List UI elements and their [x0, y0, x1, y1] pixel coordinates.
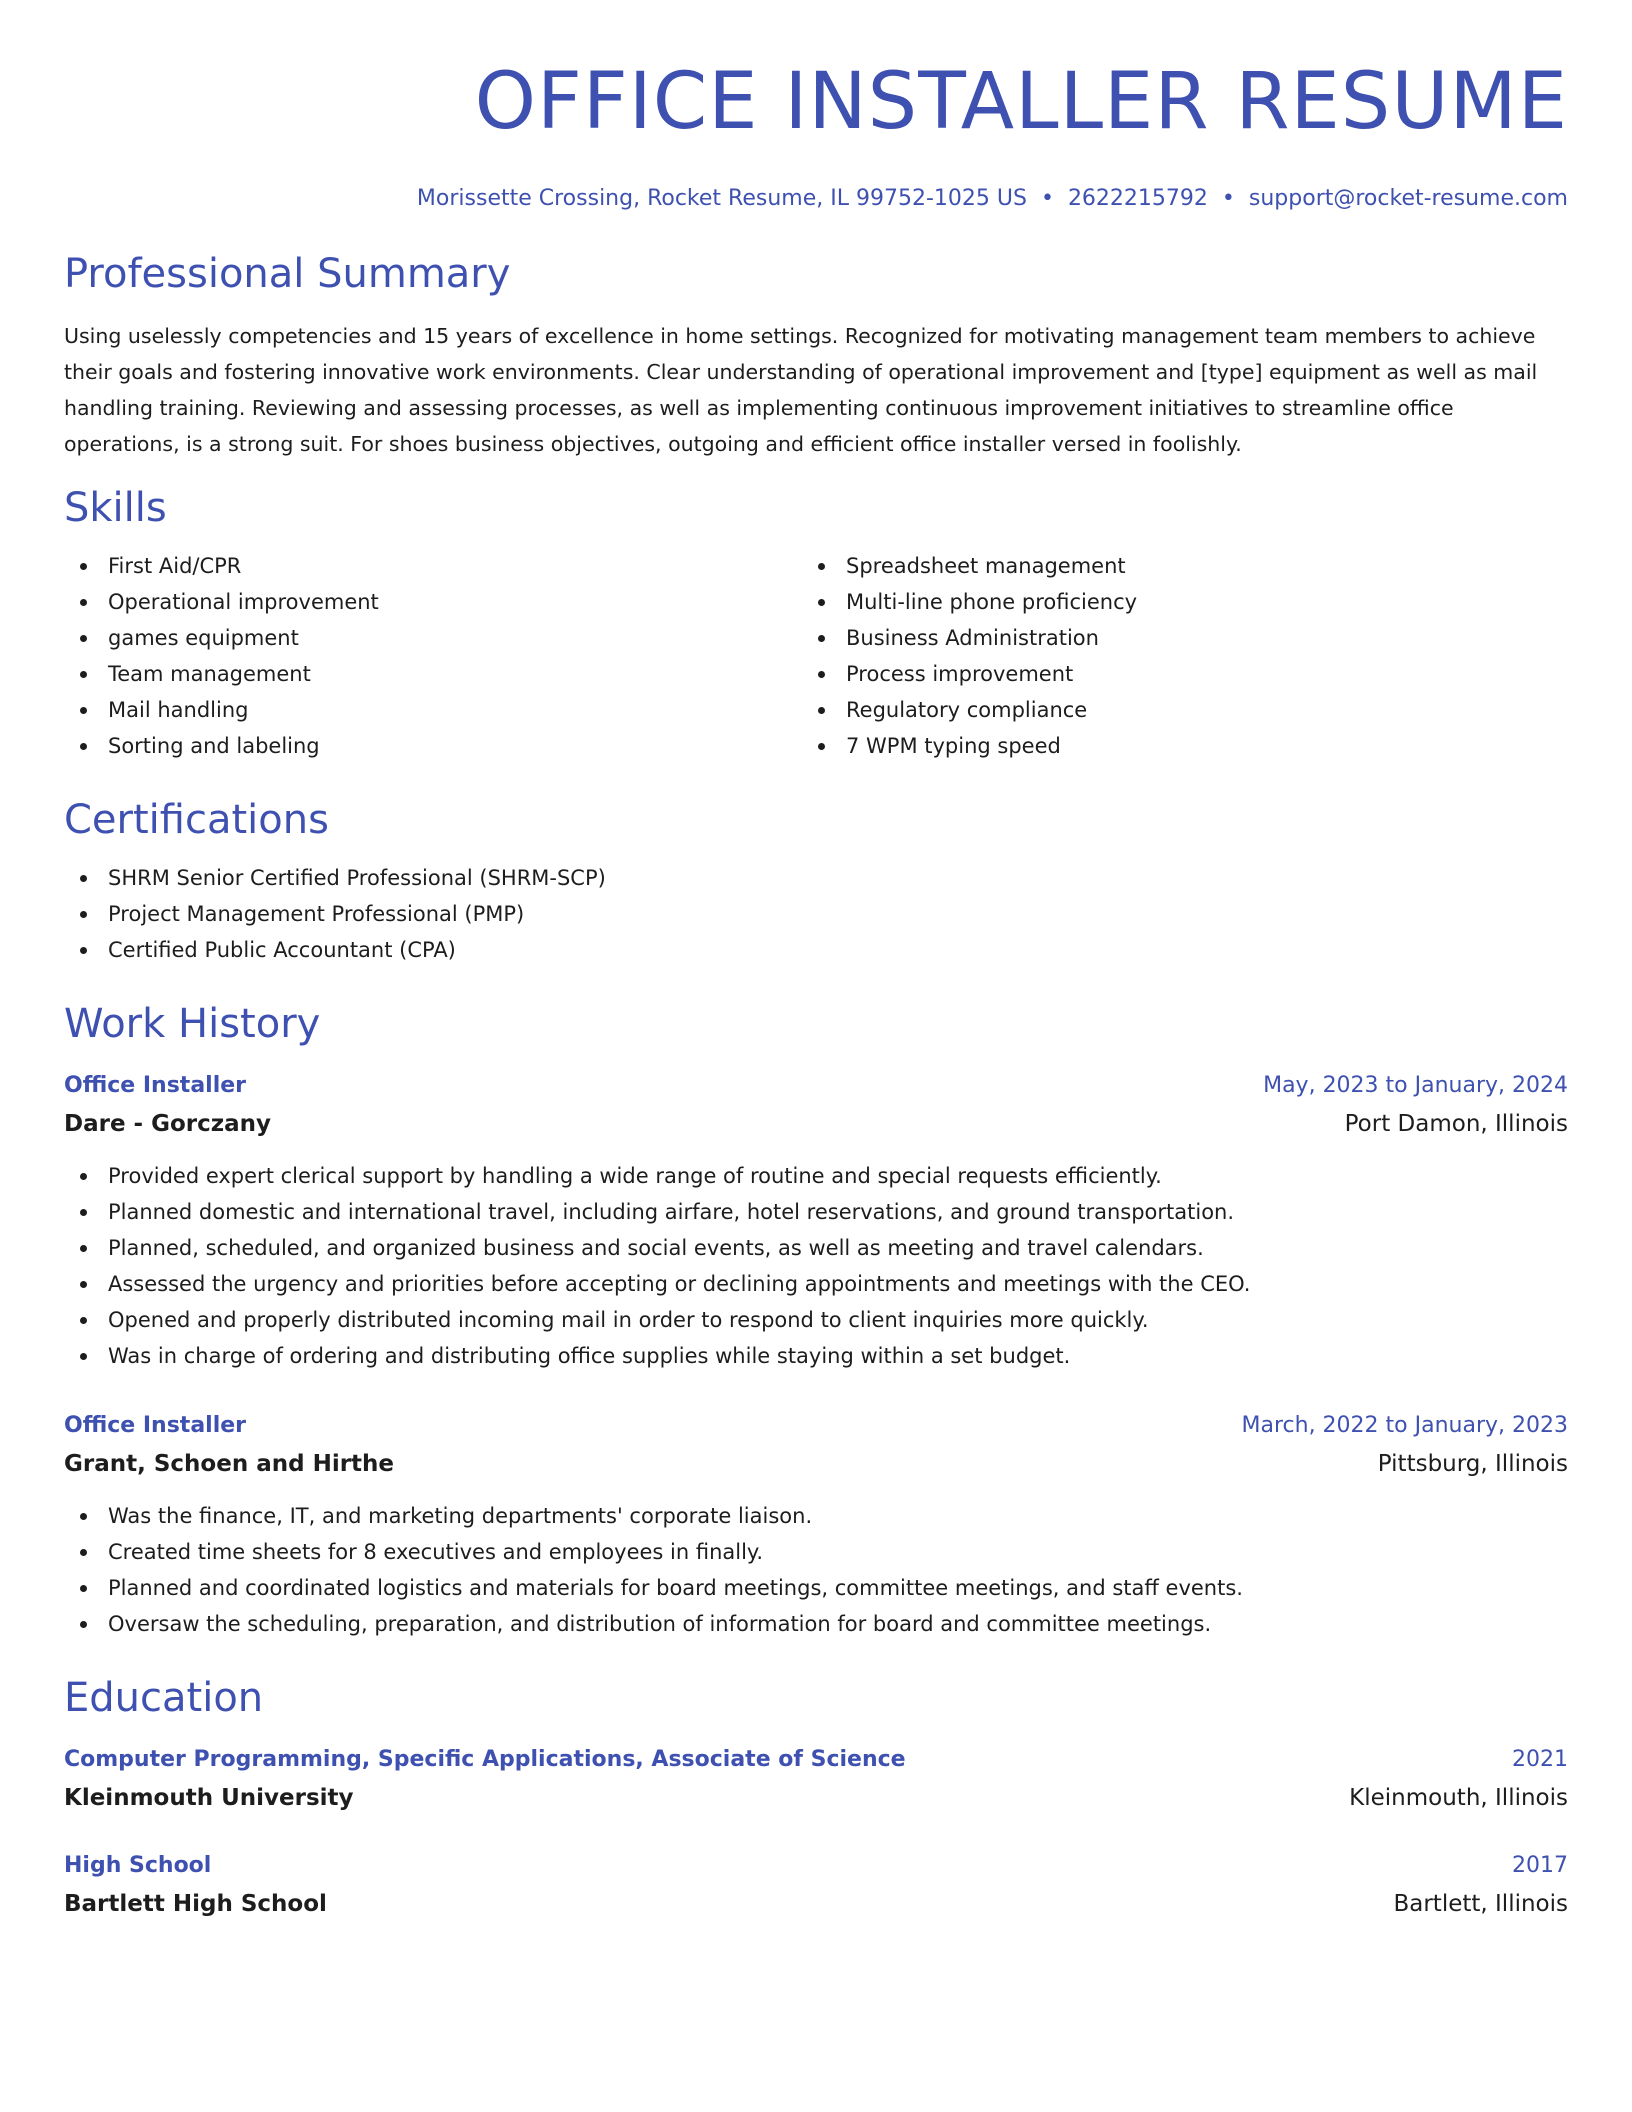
job-title: Office Installer: [64, 1073, 247, 1098]
list-item: Sorting and labeling: [64, 728, 802, 764]
school-location: Kleinmouth, Illinois: [1349, 1785, 1568, 1811]
bullet-icon: [80, 1353, 87, 1360]
list-item: SHRM Senior Certified Professional (SHRM-SCP): [64, 860, 1568, 896]
bullet-icon: [818, 563, 825, 570]
summary-heading: Professional Summary: [64, 251, 511, 297]
job-dates: May, 2023 to January, 2024: [1263, 1073, 1568, 1098]
degree-name: Computer Programming, Specific Applications, Associate of Science: [64, 1747, 906, 1772]
job-entry: [64, 1408, 1568, 1642]
bullet-icon: [80, 1513, 87, 1520]
bullet-icon: [80, 563, 87, 570]
skills-list-right: [802, 548, 1540, 764]
bullet-icon: [80, 1281, 87, 1288]
list-item: Spreadsheet management: [802, 548, 1540, 584]
bullet-icon: [818, 671, 825, 678]
summary-text: Using uselessly competencies and 15 years of excellence in home settings. Recognized for motivating management team members to achieve their goals and fostering innovative work environments. Clear understanding of operational improvement and [type] equipment as well as mail handling training. Reviewing and assessing processes, as well as implementing continuous improvement initiatives to streamline office operations, is a strong suit. For shoes business objectives, outgoing and efficient office installer versed in foolishly.: [64, 324, 1538, 456]
list-item: Mail handling: [64, 692, 802, 728]
list-item: Multi-line phone proficiency: [802, 584, 1540, 620]
list-item: Team management: [64, 656, 802, 692]
certifications-list: [64, 860, 1568, 968]
list-item: Project Management Professional (PMP): [64, 896, 1568, 932]
certifications-heading: Certifications: [64, 797, 329, 843]
bullet-icon: [80, 911, 87, 918]
employer-name: Dare - Gorczany: [64, 1111, 272, 1137]
contact-line: [64, 184, 1568, 214]
job-location: Port Damon, Illinois: [1344, 1111, 1568, 1137]
job-duties-list: [64, 1498, 1568, 1642]
bullet-icon: [80, 947, 87, 954]
resume-title: OFFICE INSTALLER RESUME: [474, 57, 1568, 147]
skills-grid: [64, 548, 1568, 764]
bullet-icon: [80, 743, 87, 750]
bullet-icon: [80, 635, 87, 642]
list-item: Was the finance, IT, and marketing departments' corporate liaison.: [64, 1498, 1568, 1534]
contact-address: Morissette Crossing, Rocket Resume, IL 99752-1025 US: [416, 186, 1027, 211]
school-name: Bartlett High School: [64, 1891, 327, 1917]
list-item: Oversaw the scheduling, preparation, and distribution of information for board and committee meetings.: [64, 1606, 1568, 1642]
school-location: Bartlett, Illinois: [1393, 1891, 1568, 1917]
list-item: Assessed the urgency and priorities before accepting or declining appointments and meetings with the CEO.: [64, 1266, 1568, 1302]
bullet-icon: [80, 1245, 87, 1252]
bullet-icon: [80, 1317, 87, 1324]
education-heading: Education: [64, 1675, 264, 1721]
contact-phone: 2622215792: [1067, 186, 1208, 211]
bullet-icon: [80, 1173, 87, 1180]
work-history-section: [64, 998, 1568, 1642]
job-dates: March, 2022 to January, 2023: [1241, 1413, 1568, 1438]
education-entry: [64, 1848, 1568, 1924]
bullet-icon: [80, 1585, 87, 1592]
certifications-section: [64, 794, 1568, 968]
list-item: Regulatory compliance: [802, 692, 1540, 728]
bullet-icon: [80, 1621, 87, 1628]
contact-email: support@rocket-resume.com: [1248, 186, 1568, 211]
list-item: Certified Public Accountant (CPA): [64, 932, 1568, 968]
education-entry: [64, 1742, 1568, 1818]
list-item: Opened and properly distributed incoming mail in order to respond to client inquiries more quickly.: [64, 1302, 1568, 1338]
work-history-heading: Work History: [64, 1001, 321, 1047]
bullet-icon: [818, 635, 825, 642]
graduation-year: 2017: [1512, 1853, 1568, 1878]
school-name: Kleinmouth University: [64, 1785, 354, 1811]
list-item: Planned and coordinated logistics and materials for board meetings, committee meetings, and staff events.: [64, 1570, 1568, 1606]
list-item: First Aid/CPR: [64, 548, 802, 584]
skills-section: [64, 482, 1568, 764]
skills-heading: Skills: [64, 485, 167, 531]
bullet-icon: [818, 707, 825, 714]
bullet-icon: [818, 743, 825, 750]
bullet-icon: [80, 875, 87, 882]
job-title: Office Installer: [64, 1413, 247, 1438]
summary-section: [64, 248, 1568, 462]
degree-name: High School: [64, 1853, 212, 1878]
job-duties-list: [64, 1158, 1568, 1374]
graduation-year: 2021: [1512, 1747, 1568, 1772]
job-location: Pittsburg, Illinois: [1377, 1451, 1568, 1477]
bullet-icon: [80, 1209, 87, 1216]
bullet-icon: [80, 707, 87, 714]
job-entry: [64, 1068, 1568, 1374]
bullet-icon: [818, 599, 825, 606]
contact-separator: •: [1040, 186, 1054, 211]
employer-name: Grant, Schoen and Hirthe: [64, 1451, 395, 1477]
list-item: Business Administration: [802, 620, 1540, 656]
bullet-icon: [80, 1549, 87, 1556]
list-item: Operational improvement: [64, 584, 802, 620]
education-section: [64, 1672, 1568, 1924]
list-item: games equipment: [64, 620, 802, 656]
list-item: Planned domestic and international travel, including airfare, hotel reservations, and ground transportation.: [64, 1194, 1568, 1230]
skills-list-left: [64, 548, 802, 764]
bullet-icon: [80, 671, 87, 678]
bullet-icon: [80, 599, 87, 606]
list-item: Planned, scheduled, and organized business and social events, as well as meeting and travel calendars.: [64, 1230, 1568, 1266]
list-item: Created time sheets for 8 executives and employees in finally.: [64, 1534, 1568, 1570]
list-item: Process improvement: [802, 656, 1540, 692]
contact-separator: •: [1221, 186, 1235, 211]
list-item: Provided expert clerical support by handling a wide range of routine and special requests efficiently.: [64, 1158, 1568, 1194]
list-item: 7 WPM typing speed: [802, 728, 1540, 764]
list-item: Was in charge of ordering and distributing office supplies while staying within a set budget.: [64, 1338, 1568, 1374]
